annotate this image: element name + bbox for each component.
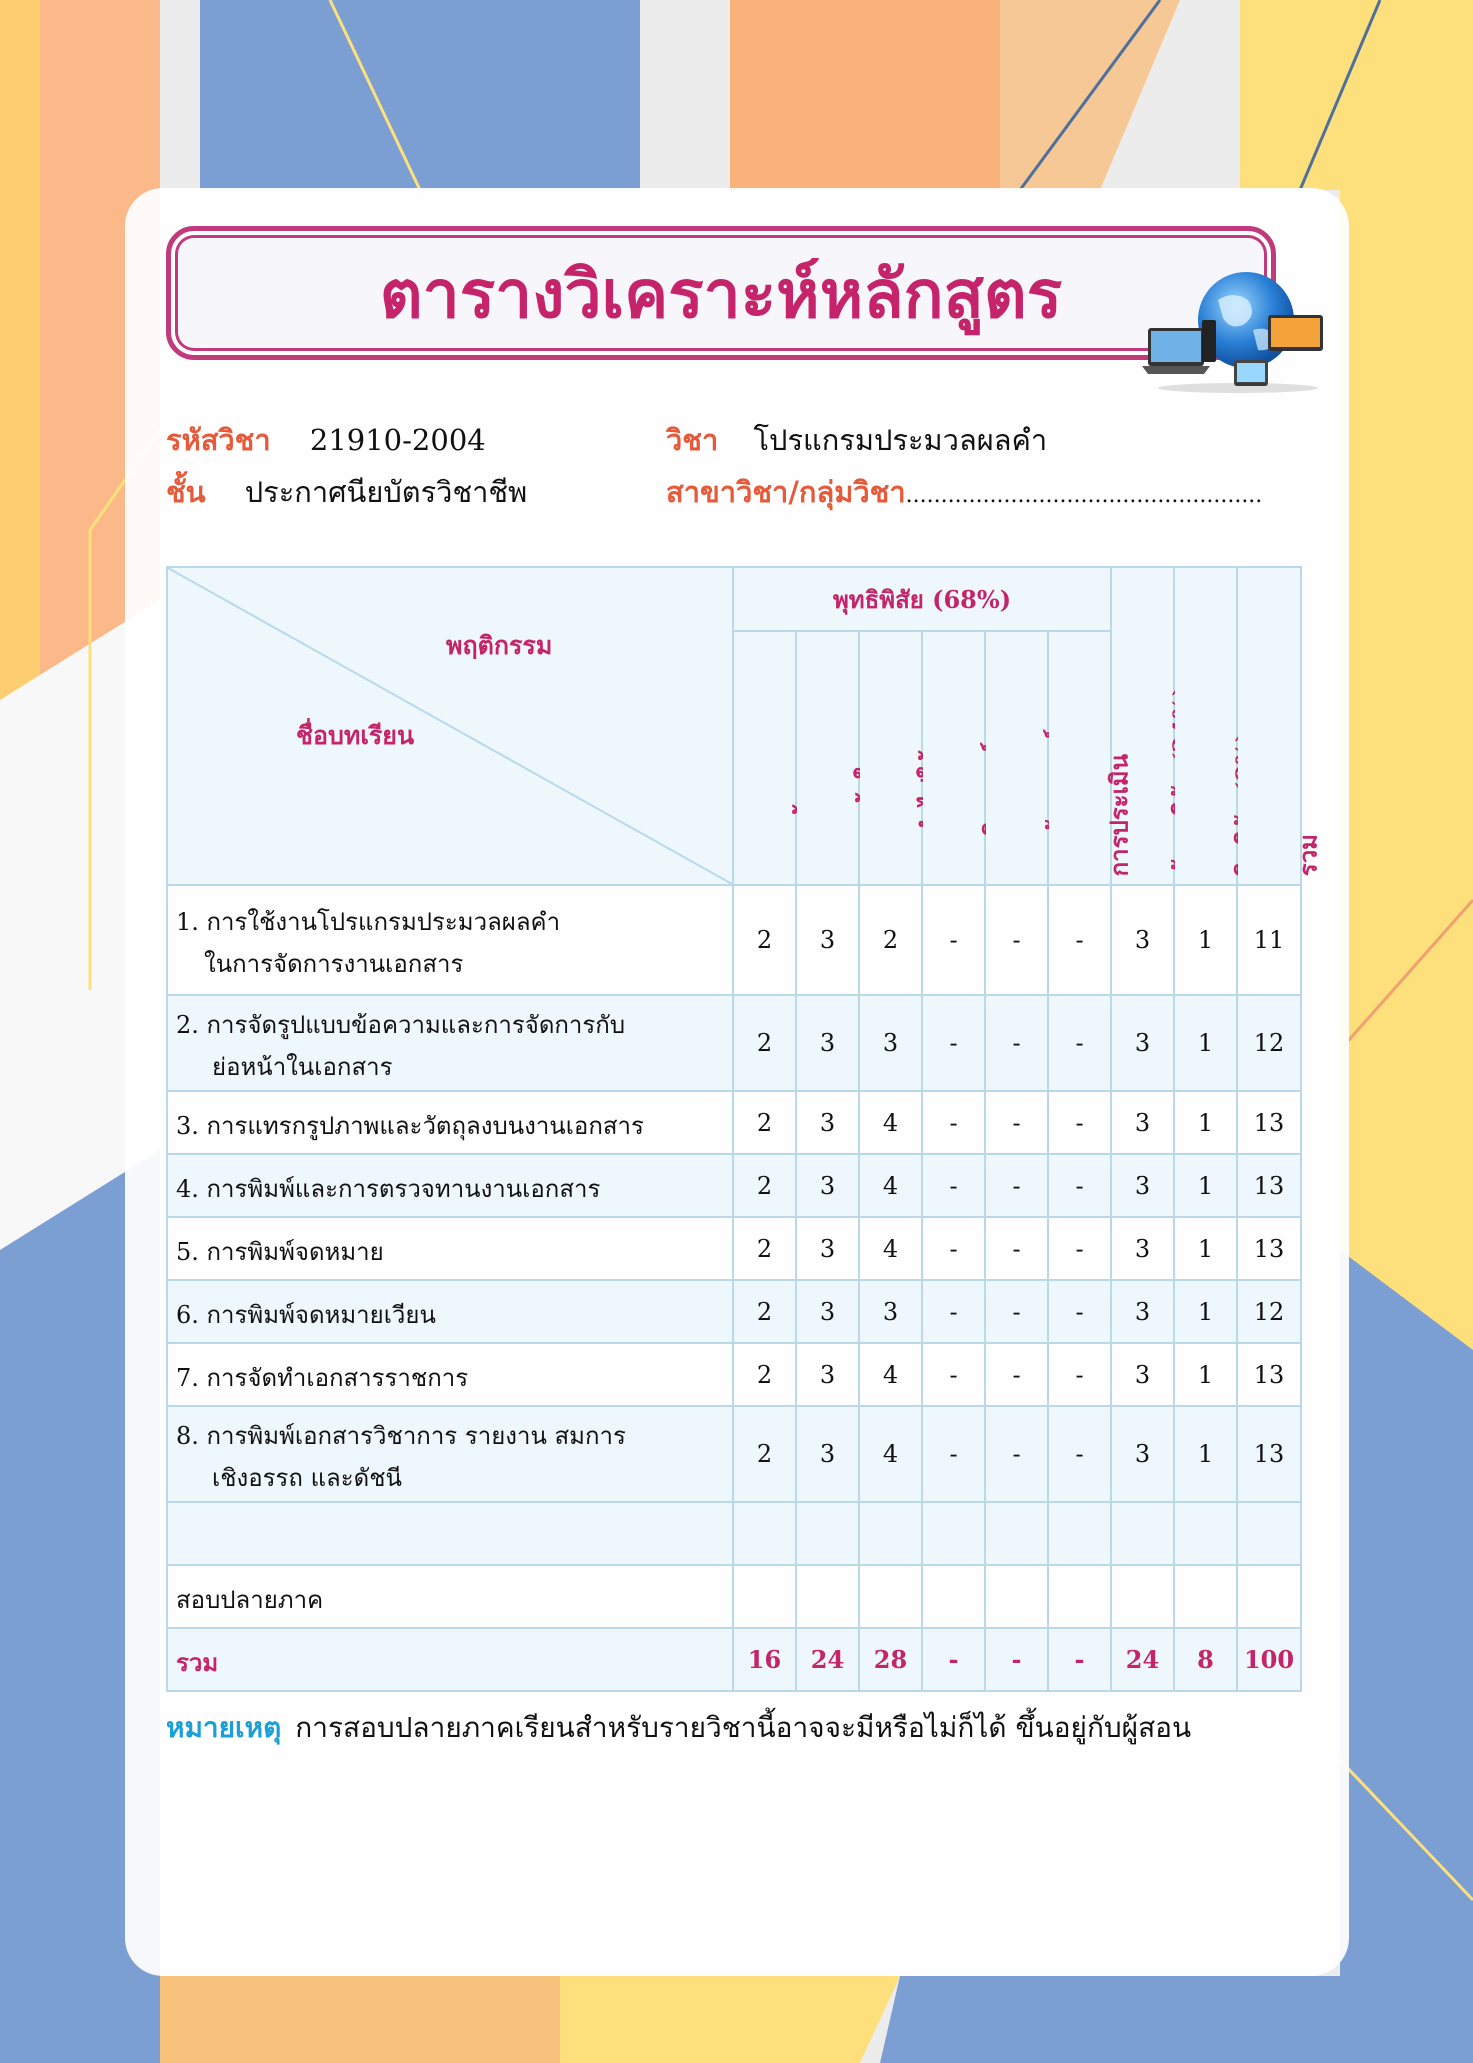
table-cell: 3 [859,995,922,1091]
table-cell: - [922,885,985,995]
table-cell: 13 [1237,1091,1301,1154]
table-cell: 3 [796,1406,859,1502]
table-cell: 4 [859,1154,922,1217]
table-cell: 2 [733,1217,796,1280]
table-cell: - [985,1343,1048,1406]
course-code-label: รหัสวิชา [166,423,271,457]
cognitive-group-header: พุทธิพิสัย (68%) [733,567,1111,631]
lesson-name: 4. การพิมพ์และการตรวจทานงานเอกสาร [167,1154,733,1217]
table-cell: 13 [1237,1217,1301,1280]
lesson-name: 8. การพิมพ์เอกสารวิชาการ รายงาน สมการ เชิงอรรถ และดัชนี [167,1406,733,1502]
course-department [666,472,1262,516]
table-cell: 2 [733,1280,796,1343]
table-cell: 1 [1174,1280,1237,1343]
course-level-label: ชั้น [166,475,206,509]
table-cell: 3 [1111,1280,1174,1343]
table-cell: 2 [733,885,796,995]
table-cell: - [922,1280,985,1343]
table-cell: 1 [1174,995,1237,1091]
table-cell: - [922,1343,985,1406]
table-cell: 3 [796,1217,859,1280]
globe-devices-icon [1138,270,1328,395]
behavior-header: พฤติกรรม [446,631,553,660]
table-cell: 1 [1174,1217,1237,1280]
table-cell: 3 [1111,995,1174,1091]
table-cell: 3 [796,1091,859,1154]
table-cell: 2 [859,885,922,995]
column-header-analysis [922,631,985,885]
total-cell: 100 [1237,1628,1301,1691]
table-cell: - [985,1154,1048,1217]
table-cell: - [922,1406,985,1502]
table-cell: 2 [733,995,796,1091]
table-cell: 1 [1174,885,1237,995]
table-cell: 3 [796,1343,859,1406]
table-cell: 3 [1111,1406,1174,1502]
table-cell: 3 [1111,885,1174,995]
table-cell: - [985,885,1048,995]
table-cell: 2 [733,1091,796,1154]
total-cell: - [985,1628,1048,1691]
lesson-header: ชื่อบทเรียน [296,721,415,750]
table-row [167,885,1301,995]
lesson-name: 7. การจัดทำเอกสารราชการ [167,1343,733,1406]
remark-label: หมายเหตุ [166,1711,282,1744]
table-cell: - [922,995,985,1091]
table-cell: 2 [733,1406,796,1502]
lesson-name: 3. การแทรกรูปภาพและวัตถุลงบนงานเอกสาร [167,1091,733,1154]
column-header-application [859,631,922,885]
table-cell: 3 [796,885,859,995]
table-cell: 3 [796,995,859,1091]
total-row [167,1628,1301,1691]
total-cell: - [922,1628,985,1691]
table-cell: - [985,1280,1048,1343]
table-cell: - [985,995,1048,1091]
table-cell: - [1048,1217,1111,1280]
table-cell: 4 [859,1217,922,1280]
table-cell: - [1048,1280,1111,1343]
table-cell: 13 [1237,1343,1301,1406]
total-cell: 8 [1174,1628,1237,1691]
column-header-knowledge [733,631,796,885]
column-header-comprehension [796,631,859,885]
total-label: รวม [167,1628,733,1691]
table-cell: 3 [796,1280,859,1343]
table-cell: 13 [1237,1154,1301,1217]
table-cell: 12 [1237,995,1301,1091]
table-cell: - [985,1406,1048,1502]
course-department-value: ................................................... [905,483,1263,508]
column-header-total: รวม [1237,567,1301,885]
table-cell: 2 [733,1154,796,1217]
table-cell: 4 [859,1406,922,1502]
table-row [167,1217,1301,1280]
table-cell: - [922,1154,985,1217]
remark-text: การสอบปลายภาคเรียนสำหรับรายวิชานี้อาจจะมีหรือไม่ก็ได้ ขึ้นอยู่กับผู้สอน [295,1711,1192,1744]
final-exam-row [167,1565,1301,1628]
lesson-name: 2. การจัดรูปแบบข้อความและการจัดการกับ ย่อหน้าในเอกสาร [167,995,733,1091]
total-cell: 24 [796,1628,859,1691]
total-cell: 16 [733,1628,796,1691]
total-cell: 24 [1111,1628,1174,1691]
table-cell: - [1048,995,1111,1091]
course-subject [666,420,1047,460]
table-cell: 3 [1111,1217,1174,1280]
course-code [166,420,486,460]
table-cell: 3 [859,1280,922,1343]
table-cell: 13 [1237,1406,1301,1502]
final-exam-label: สอบปลายภาค [167,1565,733,1628]
table-cell: 3 [1111,1154,1174,1217]
lesson-name: 5. การพิมพ์จดหมาย [167,1217,733,1280]
table-cell: - [1048,1154,1111,1217]
table-cell: 2 [733,1343,796,1406]
table-cell: 3 [1111,1091,1174,1154]
curriculum-analysis-table [166,566,1323,1692]
table-cell: - [1048,1406,1111,1502]
table-cell: - [985,1217,1048,1280]
table-cell: 4 [859,1343,922,1406]
table-row [167,1280,1301,1343]
course-level-value: ประกาศนียบัตรวิชาชีพ [244,475,528,509]
table-cell: 1 [1174,1154,1237,1217]
column-header-evaluation: การประเมิน [1048,631,1111,885]
table-cell: 1 [1174,1406,1237,1502]
column-header-synthesis [985,631,1048,885]
table-cell: 11 [1237,885,1301,995]
empty-row [167,1502,1301,1565]
page-title: ตารางวิเคราะห์หลักสูตร [379,255,1063,333]
lesson-name: 6. การพิมพ์จดหมายเวียน [167,1280,733,1343]
course-level [166,472,527,512]
table-cell: 1 [1174,1091,1237,1154]
table-row [167,1343,1301,1406]
table-cell: 12 [1237,1280,1301,1343]
title-banner [166,226,1276,360]
course-subject-value: โปรแกรมประมวลผลคำ [753,423,1048,457]
table-cell: 4 [859,1091,922,1154]
table-cell: - [1048,885,1111,995]
column-header-affective [1174,567,1237,885]
course-subject-label: วิชา [666,423,719,457]
table-cell: 3 [1111,1343,1174,1406]
total-cell: - [1048,1628,1111,1691]
table-cell: - [922,1217,985,1280]
course-department-label: สาขาวิชา/กลุ่มวิชา [666,475,906,509]
table-cell: - [985,1091,1048,1154]
table-row [167,995,1301,1091]
table-cell: - [1048,1091,1111,1154]
lesson-name: 1. การใช้งานโปรแกรมประมวลผลคำ ในการจัดการงานเอกสาร [167,885,733,995]
table-row [167,1091,1301,1154]
table-row [167,1406,1301,1502]
course-code-value: 21910-2004 [309,423,486,457]
header-diagonal-cell [167,567,733,885]
remark [166,1706,1191,1750]
table-cell: 3 [796,1154,859,1217]
total-cell: 28 [859,1628,922,1691]
table-row [167,1154,1301,1217]
table-cell: 1 [1174,1343,1237,1406]
table-cell: - [922,1091,985,1154]
table-cell: - [1048,1343,1111,1406]
